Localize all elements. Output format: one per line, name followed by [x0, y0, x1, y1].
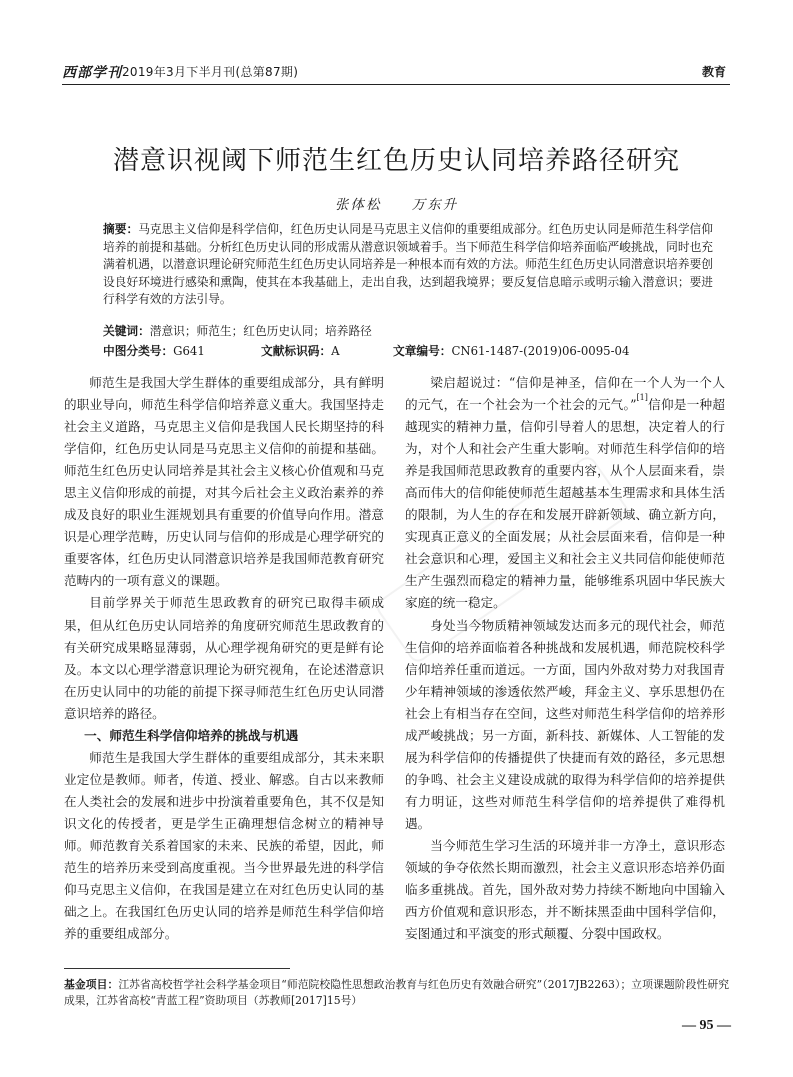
paragraph: 师范生是我国大学生群体的重要组成部分，具有鲜明的职业导向，师范生科学信仰培养意义重大。我国坚持走社会主义道路，马克思主义信仰是我国人民长期坚持的科学信仰，红色历史认同是马克思主义信仰的前提和基础。师范生红色历史认同培养是其社会主义核心价值观和马克思主义信仰形成的前提，对其今后社会主义政治素养的养成及良好的职业生涯规划具有重要的价值导向作用。潜意识是心理学范畴，历史认同与信仰的形成是心理学研究的重要客体，红色历史认同潜意识培养是我国师范教育研究范畴内的一项有意义的课题。 — [64, 375, 384, 589]
clc-field: 中图分类号：G641 — [103, 344, 205, 358]
section-tag: 教育 — [701, 65, 726, 79]
paragraph: 当今师范生学习生活的环境并非一方净土，意识形态领域的争夺依然长期而激烈，社会主义意识形态培养仍面临多重挑战。首先，国外敌对势力持续不断地向中国输入西方价值观和意识形态，并不断抹黑歪曲中国科学信仰，妄图通过和平演变的形式颠覆、分裂中国政权。 — [405, 837, 725, 942]
paragraph: 目前学界关于师范生思政教育的研究已取得丰硕成果，但从红色历史认同培养的角度研究师范生思政教育的有关研究成果略显薄弱，从心理学视角研究的更是鲜有论及。本文以心理学潜意识理论为研究视角，在论述潜意识在历史认同中的功能的前提下探寻师范生红色历史认同潜意识培养的路径。 — [64, 595, 384, 721]
section-heading: 一、师范生科学信仰培养的挑战与机遇 — [84, 727, 299, 743]
keywords-label: 关键词： — [103, 324, 150, 338]
keywords-text: 潜意识；师范生；红色历史认同；培养路径 — [149, 324, 372, 338]
author-2: 万东升 — [411, 197, 459, 213]
footnote-rule — [64, 968, 290, 969]
author-1: 张体松 — [334, 197, 382, 213]
paragraph: 身处当今物质精神领域发达而多元的现代社会，师范生信仰的培养面临着各种挑战和发展机遇，师范院校科学信仰培养任重而道远。一方面，国内外敌对势力对我国青少年精神领域的渗透依然严峻，拜金主义、享乐思想仍在社会上有相当存在空间，这些对师范生科学信仰的培养形成严峻挑战；另一方面，新科技、新媒体、人工智能的发展为科学信仰的传播提供了快捷而有效的路径，多元思想的争鸣、社会主义建设成就的取得为科学信仰的培养提供有力明证，这些对师范生科学信仰的培养提供了难得机遇。 — [405, 617, 725, 831]
body-column-left — [64, 372, 384, 945]
doc-code-field: 文献标识码：A — [261, 344, 340, 358]
page-number: — 95 — — [682, 1018, 731, 1033]
footnote-text: 江苏省高校哲学社会科学基金项目“师范院校隐性思想政治教育与红色历史有效融合研究”（2017JB2263）；立项课题阶段性研究成果，江苏省高校“青蓝工程”资助项目（苏教师[2017]15号） — [64, 978, 730, 1007]
paragraph: 梁启超说过：“信仰是神圣，信仰在一个人为一个人的元气，在一个社会为一个社会的元气。”[1]信仰是一种超越现实的精神力量，信仰引导着人的思想，决定着人的行为，对个人和社会产生重大影响。对师范生科学信仰的培养是我国师范思政教育的重要内容，从个人层面来看，崇高而伟大的信仰能使师范生超越基本生理需求和具体生活的限制，为人生的存在和发展开辟新领域、确立新方向，实现真正意义的全面发展；从社会层面来看，信仰是一种社会意识和心理，爱国主义和社会主义共同信仰能使师范生产生强烈而稳定的精神力量，能够维系巩固中华民族大家庭的统一稳定。 — [405, 375, 726, 611]
journal-logo: 西部学刊 — [62, 65, 122, 81]
article-title: 潜意识视阈下师范生红色历史认同培养路径研究 — [112, 146, 680, 176]
body-column-right — [405, 372, 725, 945]
article-no-field: 文章编号：CN61-1487-(2019)06-0095-04 — [393, 344, 630, 358]
abstract-text: 马克思主义信仰是科学信仰，红色历史认同是马克思主义信仰的重要组成部分。红色历史认同是师范生科学信仰培养的前提和基础。分析红色历史认同的形成需从潜意识领域着手。当下师范生科学信仰培养面临严峻挑战，同时也充满着机遇，以潜意识理论研究师范生红色历史认同培养是一种根本而有效的方法。师范生红色历史认同潜意识培养要创设良好环境进行感染和熏陶，使其在本我基础上，走出自我，达到超我境界；要反复信息暗示或明示输入潜意识；要进行科学有效的方法引导。 — [103, 222, 713, 307]
footnote — [64, 977, 729, 1009]
issue-info: 2019年3月下半月刊(总第87期) — [122, 65, 299, 79]
footnote-label: 基金项目： — [64, 978, 119, 991]
keywords — [103, 323, 713, 339]
abstract — [103, 221, 713, 309]
authors — [0, 193, 793, 213]
citation-ref[interactable]: [1] — [636, 393, 648, 403]
abstract-label: 摘要： — [103, 222, 139, 236]
paragraph: 师范生是我国大学生群体的重要组成部分，其未来职业定位是教师。师者，传道、授业、解惑。自古以来教师在人类社会的发展和进步中扮演着重要角色，其不仅是知识文化的传授者，更是学生正确理想信念树立的精神导师。师范教育关系着国家的未来、民族的希望，因此，师范生的培养历来受到高度重视。当今世界最先进的科学信仰马克思主义信仰，在我国是建立在对红色历史认同的基础之上。在我国红色历史认同的培养是师范生科学信仰培养的重要组成部分。 — [64, 749, 384, 942]
running-header — [62, 60, 730, 85]
